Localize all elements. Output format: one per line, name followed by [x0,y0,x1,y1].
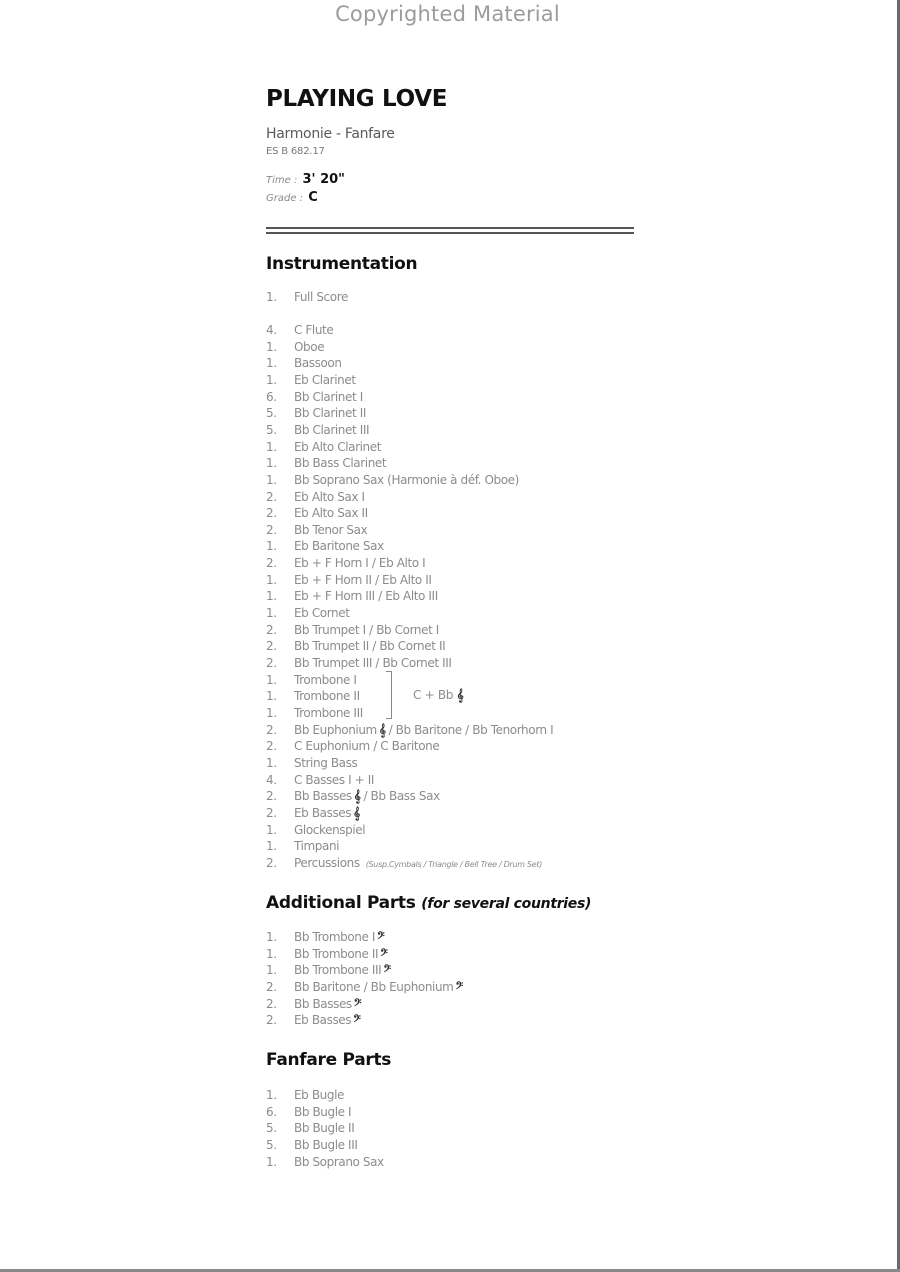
part-item [266,523,367,539]
part-quantity: 2. [266,490,277,504]
part-item [266,1105,351,1121]
part-item [266,739,439,755]
part-quantity: 1. [266,539,277,553]
part-quantity: 1. [266,356,277,370]
part-item [266,423,369,439]
part-name: Eb Bugle [294,1088,344,1102]
part-quantity: 4. [266,323,277,337]
part-name-rest: / Bb Baritone / Bb Tenorhorn I [388,723,554,737]
part-name: Eb + F Horn III / Eb Alto III [294,589,438,603]
part-quantity: 1. [266,373,277,387]
part-quantity: 1. [266,673,277,687]
divider-rule [266,227,634,229]
part-name: Bb Euphonium [294,723,377,737]
treble-clef-icon: 𝄞 [456,688,464,702]
treble-clef-icon: 𝄞 [353,806,360,820]
part-name-rest: / Bb Bass Sax [363,789,440,803]
fanfare-heading: Fanfare Parts [266,1050,392,1070]
part-item [266,997,361,1013]
part-item [266,1121,354,1137]
part-name: Bb Clarinet II [294,406,366,420]
part-item [266,789,440,805]
part-quantity: 1. [266,756,277,770]
treble-clef-icon: 𝄞 [378,723,386,737]
trombone-bracket [386,671,392,719]
part-name: Eb Clarinet [294,373,356,387]
bass-clef-icon: 𝄢 [377,930,385,944]
part-item [266,673,357,689]
part-quantity: 2. [266,623,277,637]
part-name: Bb Trombone I [294,930,376,944]
grade-label: Grade : [266,193,304,204]
part-quantity: 5. [266,423,277,437]
part-quantity: 1. [266,290,277,304]
part-item [266,706,363,722]
part-quantity: 1. [266,689,277,703]
part-item [266,756,357,772]
part-name: Percussions [294,856,360,870]
trombone-bracket-text: C + Bb [413,688,454,702]
part-name: Trombone III [294,706,363,720]
part-item [266,656,452,672]
part-name: Eb Alto Sax II [294,506,368,520]
part-item [266,1088,344,1104]
trombone-bracket-label [413,688,463,703]
part-name: Glockenspiel [294,823,366,837]
part-name: Bb Basses [294,789,352,803]
part-quantity: 1. [266,963,277,977]
part-quantity: 1. [266,947,277,961]
catalog-code: ES B 682.17 [266,146,325,157]
part-name: Eb + F Horn II / Eb Alto II [294,573,432,587]
part-name: C Euphonium / C Baritone [294,739,440,753]
part-quantity: 2. [266,789,277,803]
part-name: Bb Bugle I [294,1105,352,1119]
part-quantity: 2. [266,980,277,994]
part-item [266,556,425,572]
part-name: Bb Trombone II [294,947,379,961]
part-name: Bb Basses [294,997,352,1011]
page-title: PLAYING LOVE [266,86,448,112]
part-name: Timpani [294,839,340,853]
part-item [266,723,553,739]
part-name: Bb Bugle III [294,1138,358,1152]
part-quantity: 2. [266,639,277,653]
part-item [266,930,384,946]
part-item [266,773,374,789]
part-name: Bb Baritone / Bb Euphonium [294,980,454,994]
part-item [266,839,339,855]
part-item [266,980,463,996]
part-name: Bb Trumpet I / Bb Cornet I [294,623,439,637]
part-name: Bb Bugle II [294,1121,355,1135]
part-quantity: 1. [266,456,277,470]
part-quantity: 2. [266,1013,277,1027]
instrumentation-heading: Instrumentation [266,254,418,274]
part-quantity: 1. [266,1088,277,1102]
part-item [266,606,350,622]
part-name: Eb Baritone Sax [294,539,384,553]
part-name: C Flute [294,323,334,337]
part-name: Bb Tenor Sax [294,523,368,537]
part-quantity: 5. [266,1138,277,1152]
part-name: Eb Basses [294,806,352,820]
part-item [266,623,439,639]
part-quantity: 1. [266,473,277,487]
part-name: Eb Basses [294,1013,352,1027]
part-name: Bb Soprano Sax [294,1155,384,1169]
divider-rule [266,232,634,234]
part-quantity: 1. [266,823,277,837]
treble-clef-icon: 𝄞 [353,789,361,803]
bass-clef-icon: 𝄢 [353,1013,361,1027]
part-name: Bb Trumpet III / Bb Cornet III [294,656,452,670]
part-quantity: 1. [266,440,277,454]
part-quantity: 1. [266,706,277,720]
part-quantity: 1. [266,606,277,620]
subtitle: Harmonie - Fanfare [266,126,395,142]
part-item [266,806,360,822]
part-item [266,1138,357,1154]
part-quantity: 1. [266,573,277,587]
part-item [266,947,388,963]
part-name: Oboe [294,340,325,354]
part-item [266,323,333,339]
part-name: Bb Bass Clarinet [294,456,387,470]
part-quantity: 2. [266,556,277,570]
part-item [266,390,363,406]
part-quantity: 1. [266,589,277,603]
part-name: C Basses I + II [294,773,375,787]
part-name: Eb Alto Clarinet [294,440,382,454]
part-quantity: 2. [266,856,277,870]
part-quantity: 1. [266,930,277,944]
watermark: Copyrighted Material [335,2,560,26]
part-name: Bb Trombone III [294,963,382,977]
part-item [266,473,519,489]
part-quantity: 6. [266,390,277,404]
grade-value: C [308,190,318,205]
part-quantity: 2. [266,656,277,670]
part-item [266,506,368,522]
part-item [266,490,365,506]
bass-clef-icon: 𝄢 [353,997,362,1011]
part-name: Bb Soprano Sax (Harmonie à déf. Oboe) [294,473,519,487]
part-item [266,639,445,655]
part-quantity: 2. [266,739,277,753]
part-quantity: 1. [266,1155,277,1169]
part-item [266,589,438,605]
part-name: String Bass [294,756,358,770]
part-item [266,1155,384,1171]
part-name: Eb Cornet [294,606,350,620]
part-item [266,856,542,872]
time-label: Time : [266,175,298,186]
part-item [266,963,391,979]
part-name: Bb Clarinet I [294,390,363,404]
time-value: 3' 20" [302,172,345,187]
bass-clef-icon: 𝄢 [383,963,391,977]
part-item [266,1013,360,1029]
additional-heading [266,893,591,913]
part-quantity: 1. [266,839,277,853]
part-quantity: 5. [266,406,277,420]
part-quantity: 5. [266,1121,277,1135]
part-quantity: 1. [266,340,277,354]
part-item [266,290,348,306]
part-quantity: 6. [266,1105,277,1119]
part-quantity: 4. [266,773,277,787]
part-item [266,539,384,555]
part-name: Trombone I [294,673,357,687]
part-item [266,823,365,839]
part-item [266,573,432,589]
part-quantity: 2. [266,523,277,537]
part-name: Full Score [294,290,348,304]
part-quantity: 2. [266,506,277,520]
part-item [266,373,356,389]
part-item [266,440,381,456]
part-item [266,689,360,705]
part-name: Eb Alto Sax I [294,490,365,504]
grade-row [266,190,318,205]
part-item [266,340,324,356]
part-detail: (Susp.Cymbals / Triangle / Bell Tree / Drum Set) [365,860,543,869]
part-name: Trombone II [294,689,360,703]
part-name: Bb Trumpet II / Bb Cornet II [294,639,446,653]
part-item [266,456,386,472]
part-name: Eb + F Horn I / Eb Alto I [294,556,426,570]
time-row [266,172,345,187]
part-name: Bb Clarinet III [294,423,370,437]
part-item [266,406,366,422]
additional-heading-note: (for several countries) [421,896,592,912]
part-item [266,356,342,372]
part-quantity: 2. [266,806,277,820]
additional-heading-text: Additional Parts [266,893,416,913]
bass-clef-icon: 𝄢 [380,947,388,961]
part-name: Bassoon [294,356,342,370]
part-quantity: 2. [266,997,277,1011]
bass-clef-icon: 𝄢 [455,980,463,994]
part-quantity: 2. [266,723,277,737]
